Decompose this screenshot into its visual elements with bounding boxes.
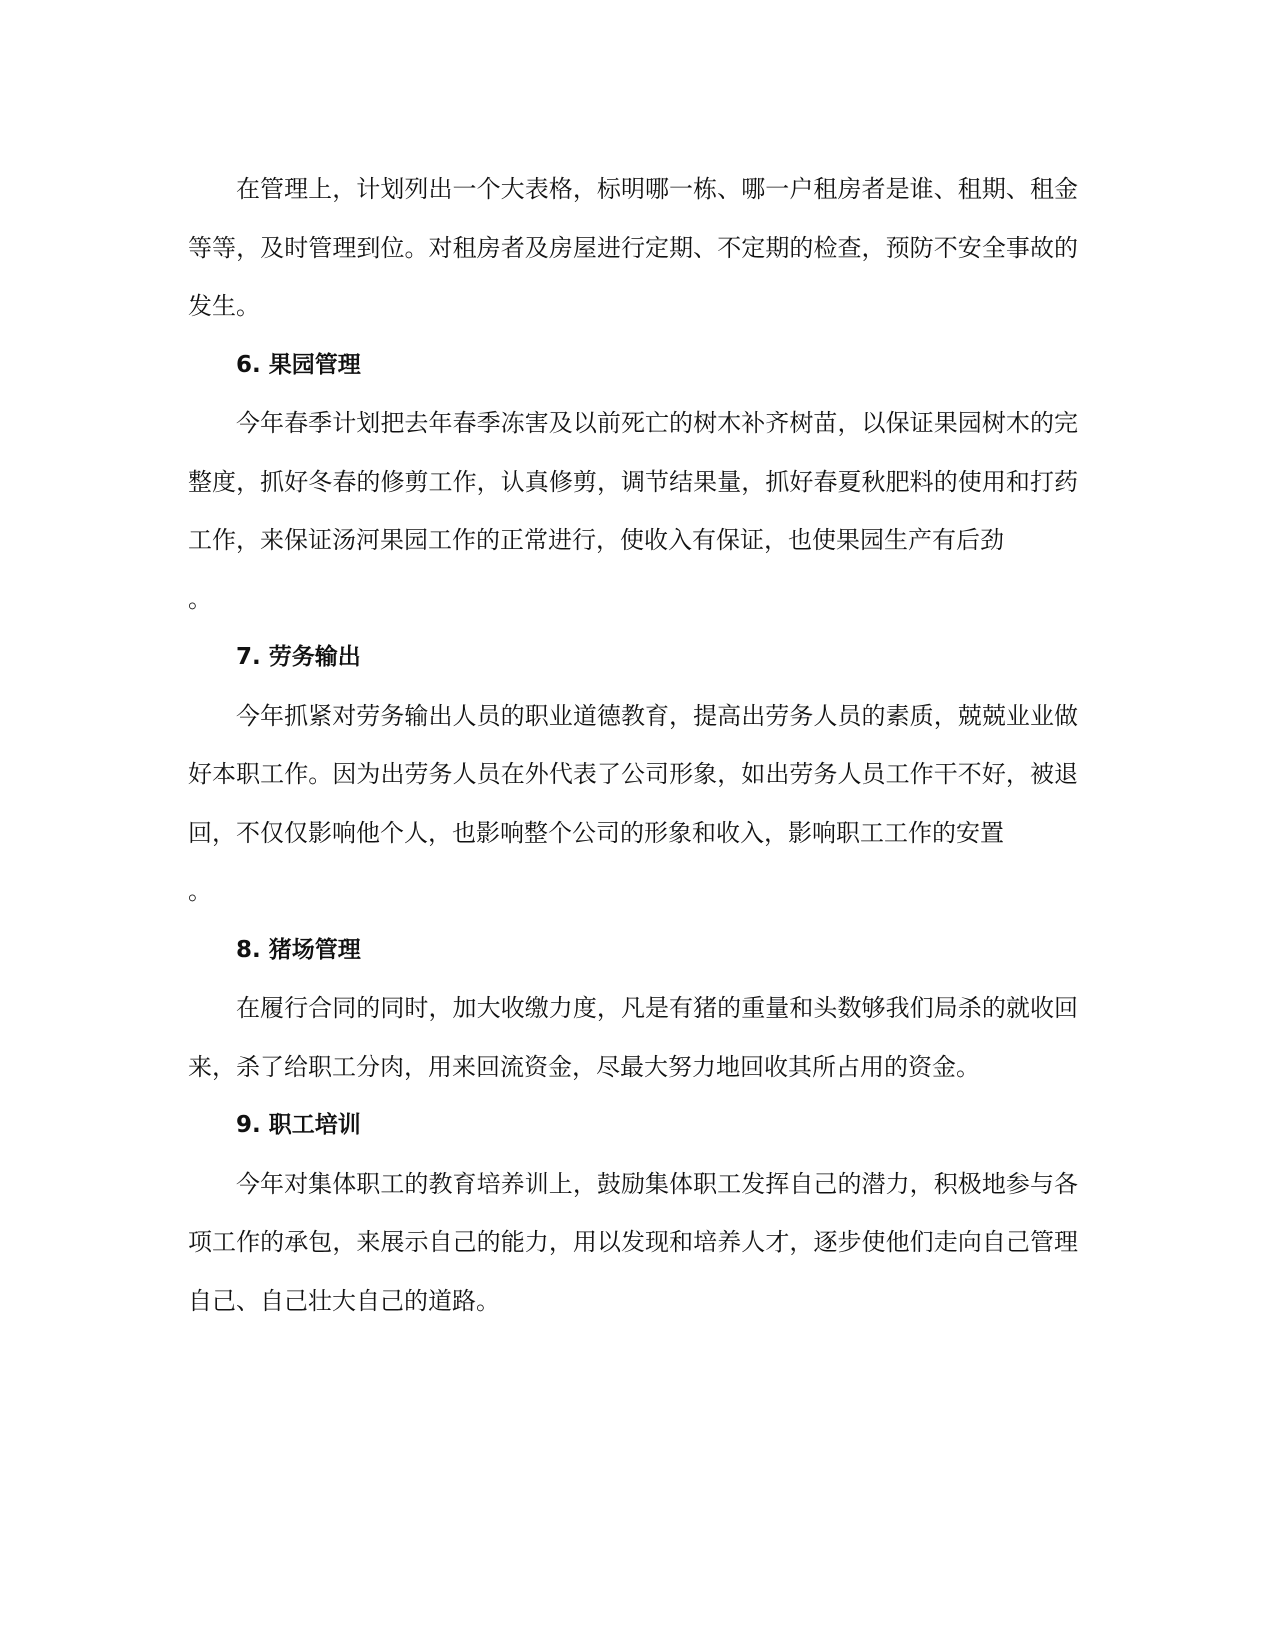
paragraph-labor-export	[188, 687, 1078, 921]
heading-orchard-management: 6. 果园管理	[236, 351, 361, 378]
heading-pig-farm-management: 8. 猪场管理	[236, 936, 361, 963]
paragraph-orchard-management-text: 今年春季计划把去年春季冻害及以前死亡的树木补齐树苗，以保证果园树木的完整度，抓好冬春的修剪工作，认真修剪，调节结果量，抓好春夏秋肥料的使用和打药工作，来保证汤河果园工作的正常进行，使收入有保证，也使果园生产有后劲	[188, 409, 1078, 554]
paragraph-orchard-management	[188, 394, 1078, 628]
paragraph-rental-management: 在管理上，计划列出一个大表格，标明哪一栋、哪一户租房者是谁、租期、租金等等，及时管理到位。对租房者及房屋进行定期、不定期的检查，预防不安全事故的发生。	[188, 175, 1078, 320]
heading-staff-training: 9. 职工培训	[236, 1112, 361, 1138]
paragraph-orchard-management-tail: 。	[188, 584, 212, 613]
paragraph-staff-training: 今年对集体职工的教育培养训上，鼓励集体职工发挥自己的潜力，积极地参与各项工作的承包，来展示自己的能力，用以发现和培养人才，逐步使他们走向自己管理自己、自己壮大自己的道路。	[188, 1169, 1078, 1315]
paragraph-pig-farm-management: 在履行合同的同时，加大收缴力度，凡是有猪的重量和头数够我们局杀的就收回来，杀了给职工分肉，用来回流资金，尽最大努力地回收其所占用的资金。	[188, 994, 1078, 1081]
paragraph-labor-export-text: 今年抓紧对劳务输出人员的职业道德教育，提高出劳务人员的素质，兢兢业业做好本职工作。因为出劳务人员在外代表了公司形象，如出劳务人员工作干不好，被退回，不仅仅影响他个人，也影响整个公司的形象和收入，影响职工工作的安置	[188, 701, 1078, 847]
paragraph-labor-export-tail: 。	[188, 877, 212, 905]
document-body	[188, 160, 1078, 1330]
heading-labor-export: 7. 劳务输出	[236, 644, 361, 670]
